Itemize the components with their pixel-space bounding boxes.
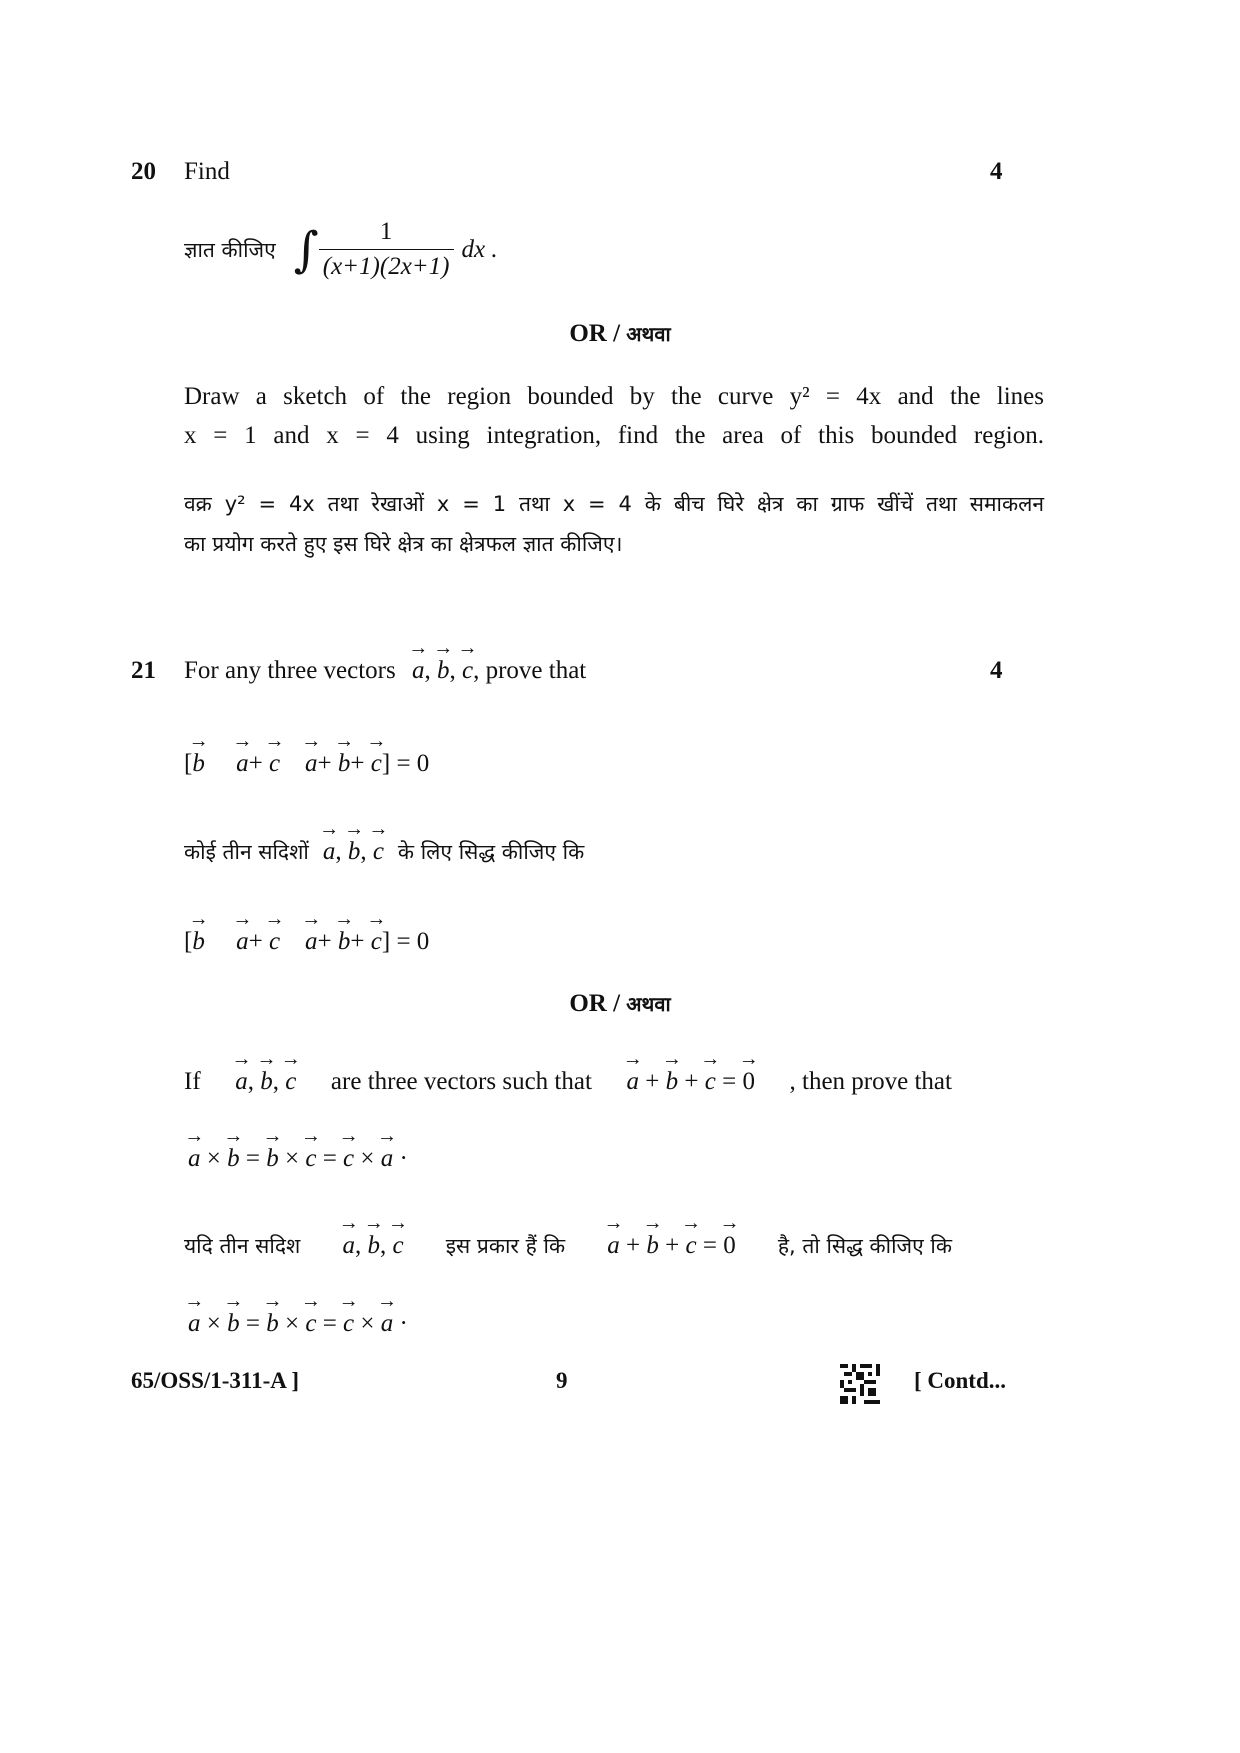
or-label-en: OR / — [569, 990, 621, 1017]
q21-intro-en-a: For any three vectors — [184, 657, 396, 684]
q21-marks: 4 — [990, 657, 1003, 684]
question-number-21: 21 — [131, 657, 156, 684]
q20-alt-en-line1: Draw a sketch of the region bounded by the curve y² = 4x and the lines — [184, 383, 1044, 410]
integral-sign-icon: ∫ — [293, 221, 319, 278]
continued-label: [ Contd... — [914, 1368, 1007, 1393]
q21-alt-hi-vectors: → a, → b, → c — [342, 1232, 403, 1260]
q21-alt-en-a: If — [184, 1068, 201, 1095]
q21-alt-sum-zero: → a + → b + → c = → 0 — [627, 1068, 755, 1096]
q20-fraction — [319, 218, 454, 281]
q21-intro-hi — [184, 838, 584, 866]
q21-cross-identity-en: → a × → b = → b × → c = → c × → a · — [188, 1145, 408, 1173]
q21-identity-en: [→ b → a+ → c → a+ → b+ → c] = 0 — [184, 750, 429, 778]
paper-code: 65/OSS/1-311-A ] — [131, 1368, 300, 1393]
q20-fraction-denominator: (x+1)(2x+1) — [319, 249, 454, 281]
q21-alt-en-line1 — [184, 1068, 952, 1096]
or-label-en: OR / — [569, 320, 621, 347]
q20-alt-hi-line1: वक्र y² = 4x तथा रेखाओं x = 1 तथा x = 4 के बीच घिरे क्षेत्र का ग्राफ खींचें तथा समाकलन — [184, 492, 1044, 516]
q21-vectors-abc-hi: → a, → b, → c — [323, 838, 384, 865]
q20-dx: dx . — [461, 235, 498, 263]
q21-identity-hi: [→ b → a+ → c → a+ → b+ → c] = 0 — [184, 928, 429, 956]
q20-alt-en-line2: x = 1 and x = 4 using integration, find the area of this bounded region. — [184, 422, 1044, 449]
q20-find-hi: ज्ञात कीजिए — [184, 237, 276, 262]
q21-or-separator — [0, 990, 1240, 1018]
q21-alt-en-c: , then prove that — [789, 1068, 952, 1095]
q21-alt-hi-c: है, तो सिद्ध कीजिए कि — [777, 1234, 952, 1258]
or-label-hi: अथवा — [626, 322, 671, 346]
q20-integral-expression — [184, 218, 498, 281]
q21-cross-identity-hi: → a × → b = → b × → c = → c × → a · — [188, 1310, 408, 1338]
or-label-hi: अथवा — [626, 992, 671, 1016]
qr-code-icon — [840, 1364, 880, 1409]
q20-or-separator — [0, 320, 1240, 348]
q21-alt-vectors: → a, → b, → c — [235, 1068, 296, 1096]
q21-vectors-abc: → a, → b, → c — [412, 657, 473, 684]
question-number-20: 20 — [131, 158, 156, 185]
q20-find-en: Find — [184, 158, 230, 185]
q21-alt-hi-line1 — [184, 1232, 952, 1260]
q20-alt-hi-line2: का प्रयोग करते हुए इस घिरे क्षेत्र का क्षेत्रफल ज्ञात कीजिए। — [184, 532, 623, 556]
q21-alt-hi-a: यदि तीन सदिश — [184, 1234, 301, 1258]
q21-intro-hi-a: कोई तीन सदिशों — [184, 840, 309, 864]
q20-fraction-numerator: 1 — [379, 218, 393, 245]
q21-alt-en-b: are three vectors such that — [330, 1068, 592, 1095]
q21-alt-hi-sum-zero: → a + → b + → c = → 0 — [607, 1232, 735, 1260]
page-number: 9 — [556, 1368, 568, 1393]
q21-intro-en-b: , prove that — [473, 657, 587, 684]
q21-intro-en — [184, 657, 586, 685]
q21-alt-hi-b: इस प्रकार हैं कि — [445, 1234, 566, 1258]
q20-marks: 4 — [990, 158, 1003, 185]
q21-intro-hi-b: के लिए सिद्ध कीजिए कि — [397, 840, 585, 864]
